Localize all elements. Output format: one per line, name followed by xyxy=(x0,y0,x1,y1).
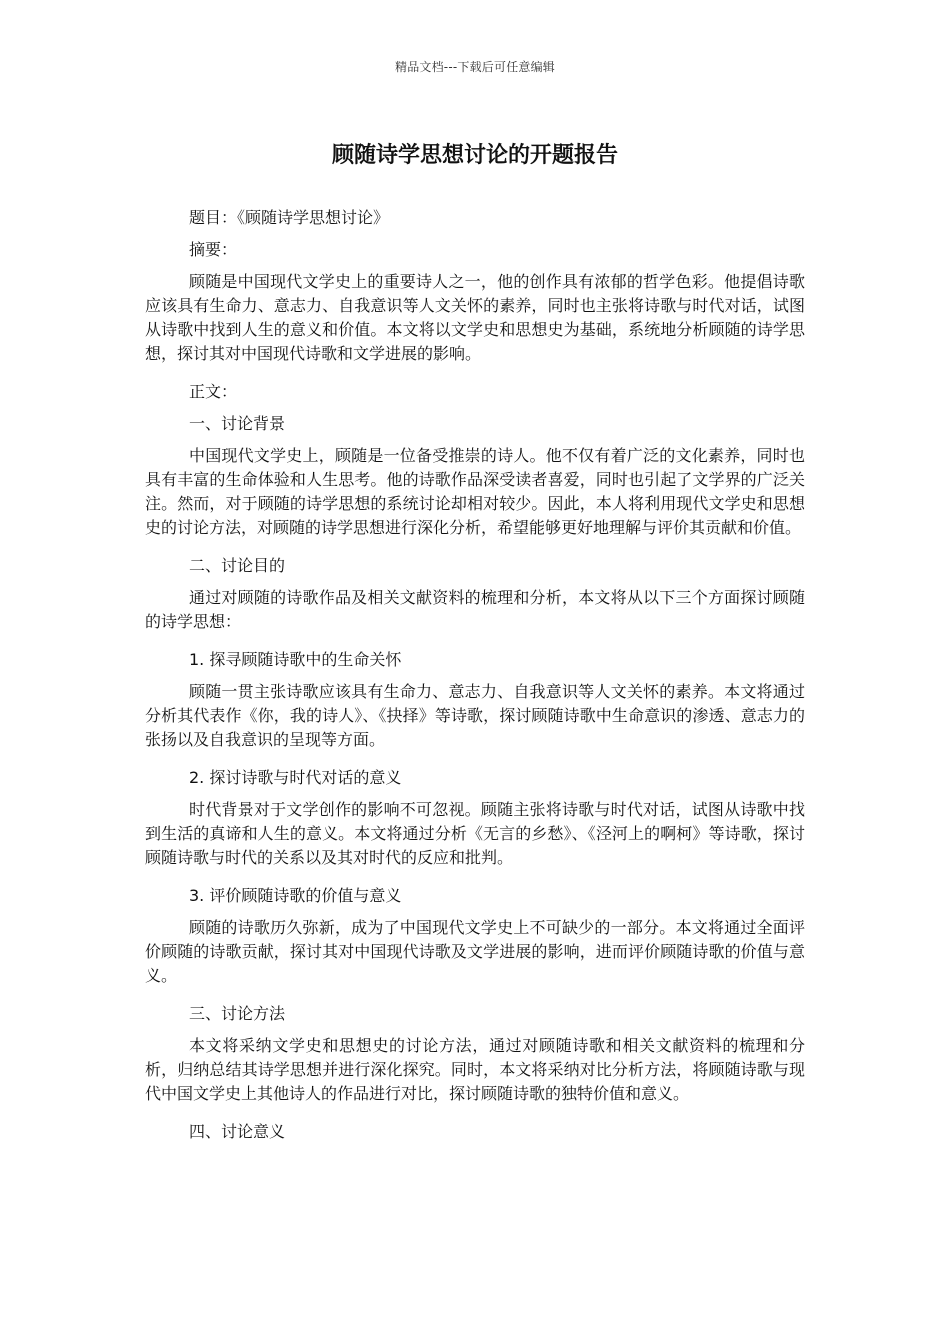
subheading-evaluation: 3. 评价顾随诗歌的价值与意义 xyxy=(189,886,402,905)
section-heading-background: 一、讨论背景 xyxy=(189,414,286,433)
document-body xyxy=(145,206,805,1152)
body-heading: 正文： xyxy=(189,382,238,401)
method-paragraph: 本文将采纳文学史和思想史的讨论方法，通过对顾随诗歌和相关文献资料的梳理和分析，归纳总结其诗学思想并进行深化探究。同时，本文将采纳对比分析方法，将顾随诗歌与现代中国文学史上其他诗人的作品进行对比，探讨顾随诗歌的独特价值和意义。 xyxy=(145,1036,805,1103)
purpose-paragraph: 通过对顾随的诗歌作品及相关文献资料的梳理和分析，本文将从以下三个方面探讨顾随的诗学思想： xyxy=(145,588,805,631)
evaluation-paragraph: 顾随的诗歌历久弥新，成为了中国现代文学史上不可缺少的一部分。本文将通过全面评价顾随的诗歌贡献，探讨其对中国现代诗歌及文学进展的影响，进而评价顾随诗歌的价值与意义。 xyxy=(145,918,805,985)
subheading-era-dialogue: 2. 探讨诗歌与时代对话的意义 xyxy=(189,768,402,787)
subheading-life-care: 1. 探寻顾随诗歌中的生命关怀 xyxy=(189,650,402,669)
era-dialogue-paragraph: 时代背景对于文学创作的影响不可忽视。顾随主张将诗歌与时代对话，试图从诗歌中找到生活的真谛和人生的意义。本文将通过分析《无言的乡愁》、《泾河上的啊柯》等诗歌，探讨顾随诗歌与时代的关系以及其对时代的反应和批判。 xyxy=(145,800,805,867)
section-heading-method: 三、讨论方法 xyxy=(189,1004,286,1023)
section-heading-purpose: 二、讨论目的 xyxy=(189,556,286,575)
document-title: 顾随诗学思想讨论的开题报告 xyxy=(331,143,618,168)
background-paragraph: 中国现代文学史上，顾随是一位备受推崇的诗人。他不仅有着广泛的文化素养，同时也具有丰富的生命体验和人生思考。他的诗歌作品深受读者喜爱，同时也引起了文学界的广泛关注。然而，对于顾随的诗学思想的系统讨论却相对较少。因此，本人将利用现代文学史和思想史的讨论方法，对顾随的诗学思想进行深化分析，希望能够更好地理解与评价其贡献和价值。 xyxy=(145,446,805,537)
page-header-watermark: 精品文档---下载后可任意编辑 xyxy=(395,60,555,74)
topic-line: 题目：《顾随诗学思想讨论》 xyxy=(189,208,390,227)
life-care-paragraph: 顾随一贯主张诗歌应该具有生命力、意志力、自我意识等人文关怀的素养。本文将通过分析其代表作《你，我的诗人》、《抉择》等诗歌，探讨顾随诗歌中生命意识的渗透、意志力的张扬以及自我意识的呈现等方面。 xyxy=(145,682,805,749)
abstract-paragraph: 顾随是中国现代文学史上的重要诗人之一，他的创作具有浓郁的哲学色彩。他提倡诗歌应该具有生命力、意志力、自我意识等人文关怀的素养，同时也主张将诗歌与时代对话，试图从诗歌中找到人生的意义和价值。本文将以文学史和思想史为基础，系统地分析顾随的诗学思想，探讨其对中国现代诗歌和文学进展的影响。 xyxy=(145,272,805,363)
abstract-heading: 摘要： xyxy=(189,240,238,259)
section-heading-significance: 四、讨论意义 xyxy=(189,1122,286,1141)
